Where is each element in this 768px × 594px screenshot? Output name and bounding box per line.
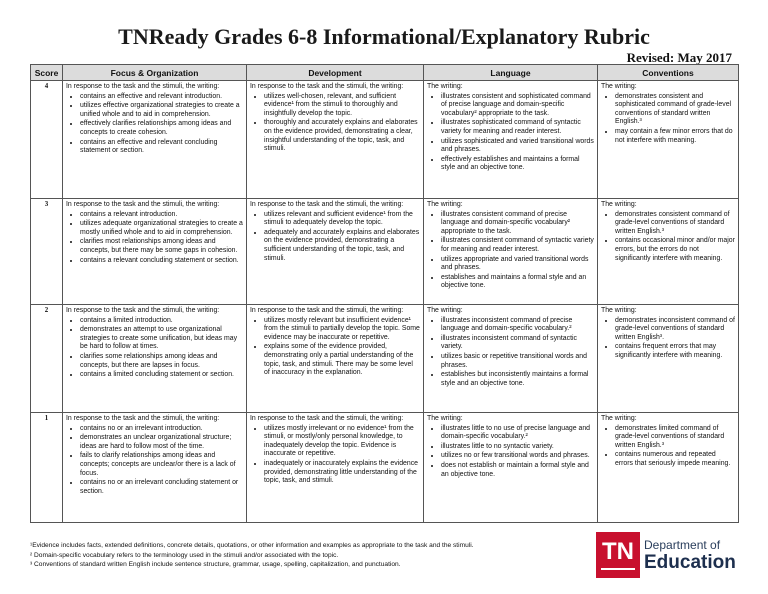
cell-intro-text: The writing: <box>601 307 637 314</box>
criteria-item: • illustrates consistent and sophisticated command of precise language and domain-specific vocabulary² appropriate to the task. <box>441 93 594 119</box>
conventions-cell <box>598 81 739 199</box>
criteria-item: • demonstrates consistent command of grade-level conventions of standard written English.³ <box>615 211 735 237</box>
criteria-item: • contains frequent errors that may significantly interfere with meaning. <box>615 343 735 360</box>
criteria-list <box>427 317 594 389</box>
criteria-item: • establishes but inconsistently maintains a formal style and an objective tone. <box>441 371 594 388</box>
criteria-item: • contains a limited introduction. <box>80 317 243 326</box>
rubric-row-score-2 <box>31 305 739 413</box>
criteria-list <box>601 425 735 469</box>
criteria-item: • demonstrates an attempt to use organizational strategies to create some unification, but ideas may be hard to follow at times. <box>80 326 243 352</box>
revised-date: Revised: May 2017 <box>626 50 732 65</box>
criteria-item: • contains numerous and repeated errors that seriously impede meaning. <box>615 451 735 468</box>
criteria-item: • demonstrates consistent and sophisticated command of grade-level conventions of standard written English.³ <box>615 93 735 127</box>
criteria-item: • illustrates little to no use of precise language and domain-specific vocabulary.² <box>441 425 594 442</box>
header-score: Score <box>31 65 63 81</box>
page-title: TNReady Grades 6-8 Informational/Explanatory Rubric <box>118 24 650 49</box>
criteria-item: • contains a relevant introduction. <box>80 211 243 220</box>
development-cell <box>247 199 424 305</box>
criteria-item: • effectively clarifies relationships among ideas and concepts to create cohesion. <box>80 120 243 137</box>
development-cell <box>247 81 424 199</box>
header-development: Development <box>247 65 424 81</box>
criteria-list <box>427 425 594 480</box>
criteria-item: • contains occasional minor and/or major errors, but the errors do not significantly interfere with meaning. <box>615 237 735 263</box>
tn-logo-letters: TN <box>602 538 634 565</box>
criteria-item: • utilizes adequate organizational strategies to create a mostly unified whole and to aid in comprehension. <box>80 220 243 237</box>
conventions-cell <box>598 305 739 413</box>
criteria-item: • demonstrates limited command of grade-level conventions of standard written English.³ <box>615 425 735 451</box>
focus-cell <box>63 305 247 413</box>
footnote-conventions: ³ Conventions of standard written English include sentence structure, grammar, usage, spelling, capitalization, and punctuation. <box>30 561 401 569</box>
header-row <box>31 65 739 81</box>
language-cell <box>424 413 598 523</box>
criteria-item: • contains a relevant concluding statement or section. <box>80 257 243 266</box>
logo-department-text: Department of <box>644 538 721 552</box>
criteria-list <box>250 425 420 486</box>
score-value: 1 <box>31 413 63 523</box>
conventions-cell <box>598 199 739 305</box>
cell-intro-text: The writing: <box>427 201 463 208</box>
criteria-item: • illustrates little to no syntactic variety. <box>441 443 594 452</box>
criteria-item: • utilizes mostly relevant but insufficient evidence¹ from the stimuli to partially develop the topic. Some evidence may be inaccurate or repetitive. <box>264 317 420 343</box>
focus-cell <box>63 413 247 523</box>
criteria-item: • fails to clarify relationships among ideas and concepts; concepts are unclear/or there is a lack of focus. <box>80 452 243 478</box>
rubric-row-score-1 <box>31 413 739 523</box>
criteria-list <box>427 93 594 173</box>
criteria-item: • thoroughly and accurately explains and elaborates on the evidence provided, demonstrating a clear, insightful understanding of the topic, task, and stimuli. <box>264 119 420 153</box>
criteria-item: • demonstrates an unclear organizational structure; ideas are hard to follow most of the time. <box>80 434 243 451</box>
criteria-item: • illustrates consistent command of syntactic variety for meaning and reader interest. <box>441 237 594 254</box>
criteria-item: • explains some of the evidence provided, demonstrating only a partial understanding of the topic, task, and stimuli. There may be some level of inaccuracy in the explanation. <box>264 343 420 377</box>
criteria-list <box>66 317 243 380</box>
footnote-vocabulary: ² Domain-specific vocabulary refers to the terminology used in the stimuli and/or associated with the topic. <box>30 551 339 559</box>
criteria-item: • utilizes basic or repetitive transitional words and phrases. <box>441 353 594 370</box>
rubric-table <box>30 64 739 523</box>
cell-intro-text: In response to the task and the stimuli, the writing: <box>250 83 404 90</box>
criteria-list <box>66 93 243 156</box>
criteria-item: • utilizes mostly irrelevant or no evidence¹ from the stimuli, or mostly/only personal knowledge, to inadequately develop the topic. Evidence is inaccurate or repetitive. <box>264 425 420 459</box>
cell-intro-text: In response to the task and the stimuli, the writing: <box>66 83 220 90</box>
criteria-item: • establishes and maintains a formal style and an objective tone. <box>441 274 594 291</box>
cell-intro-text: In response to the task and the stimuli, the writing: <box>250 415 404 422</box>
development-cell <box>247 413 424 523</box>
score-value: 2 <box>31 305 63 413</box>
tn-logo-underline <box>601 568 635 570</box>
criteria-item: • illustrates inconsistent command of precise language and domain-specific vocabulary.² <box>441 317 594 334</box>
language-cell <box>424 305 598 413</box>
footnotes <box>30 541 590 570</box>
focus-cell <box>63 199 247 305</box>
criteria-list <box>250 211 420 264</box>
criteria-list <box>66 211 243 266</box>
cell-intro-text: The writing: <box>601 83 637 90</box>
footnote-evidence: ¹Evidence includes facts, extended definitions, concrete details, quotations, or other information and examples as appropriate to the task and the stimuli. <box>30 542 474 549</box>
cell-intro-text: The writing: <box>601 201 637 208</box>
criteria-item: • demonstrates inconsistent command of grade-level conventions of standard written English³. <box>615 317 735 343</box>
criteria-item: • does not establish or maintain a formal style and an objective tone. <box>441 462 594 479</box>
rubric-row-score-4 <box>31 81 739 199</box>
score-value: 3 <box>31 199 63 305</box>
criteria-item: • contains a limited concluding statement or section. <box>80 371 243 380</box>
criteria-list <box>427 211 594 291</box>
score-value: 4 <box>31 81 63 199</box>
cell-intro-text: The writing: <box>427 83 463 90</box>
cell-intro-text: The writing: <box>427 307 463 314</box>
criteria-item: • illustrates consistent command of precise language and domain-specific vocabulary² appropriate to the task. <box>441 211 594 237</box>
criteria-item: • adequately and accurately explains and elaborates on the evidence provided, demonstrating a sufficient understanding of the topic, task, and stimuli. <box>264 229 420 263</box>
criteria-item: • clarifies some relationships among ideas and concepts, but there are lapses in focus. <box>80 353 243 370</box>
criteria-list <box>601 211 735 264</box>
criteria-list <box>250 317 420 378</box>
criteria-item: • contains an effective and relevant concluding statement or section. <box>80 139 243 156</box>
header-conventions: Conventions <box>598 65 739 81</box>
criteria-list <box>601 317 735 361</box>
cell-intro-text: In response to the task and the stimuli, the writing: <box>250 307 404 314</box>
cell-intro-text: In response to the task and the stimuli, the writing: <box>66 307 220 314</box>
criteria-item: • clarifies most relationships among ideas and concepts, but there may be some gaps in cohesion. <box>80 238 243 255</box>
header-language: Language <box>424 65 598 81</box>
criteria-item: • contains no or an irrelevant concluding statement or section. <box>80 479 243 496</box>
criteria-item: • utilizes well-chosen, relevant, and sufficient evidence¹ from the stimuli to thoroughly and insightfully develop the topic. <box>264 93 420 119</box>
cell-intro-text: In response to the task and the stimuli, the writing: <box>250 201 404 208</box>
criteria-item: • utilizes appropriate and varied transitional words and phrases. <box>441 256 594 273</box>
tn-education-logo <box>596 532 740 578</box>
criteria-list <box>250 93 420 154</box>
development-cell <box>247 305 424 413</box>
criteria-item: • inadequately or inaccurately explains the evidence provided, demonstrating little understanding of the topic, task, and stimuli. <box>264 460 420 486</box>
criteria-item: • effectively establishes and maintains a formal style and an objective tone. <box>441 156 594 173</box>
cell-intro-text: In response to the task and the stimuli, the writing: <box>66 415 220 422</box>
cell-intro-text: The writing: <box>427 415 463 422</box>
criteria-item: • illustrates inconsistent command of syntactic variety. <box>441 335 594 352</box>
criteria-list <box>601 93 735 146</box>
logo-education-text: Education <box>644 552 736 573</box>
tn-logo-mark <box>596 532 640 578</box>
criteria-item: • utilizes effective organizational strategies to create a unified whole and to aid in comprehension. <box>80 102 243 119</box>
rubric-row-score-3 <box>31 199 739 305</box>
header-focus-organization: Focus & Organization <box>63 65 247 81</box>
criteria-item: • utilizes relevant and sufficient evidence¹ from the stimuli to adequately develop the topic. <box>264 211 420 228</box>
criteria-item: • may contain a few minor errors that do not interfere with meaning. <box>615 128 735 145</box>
criteria-item: • contains no or an irrelevant introduction. <box>80 425 243 434</box>
criteria-item: • utilizes no or few transitional words and phrases. <box>441 452 594 461</box>
language-cell <box>424 81 598 199</box>
cell-intro-text: In response to the task and the stimuli, the writing: <box>66 201 220 208</box>
criteria-item: • illustrates sophisticated command of syntactic variety for meaning and reader interest. <box>441 119 594 136</box>
conventions-cell <box>598 413 739 523</box>
criteria-item: • contains an effective and relevant introduction. <box>80 93 243 102</box>
criteria-list <box>66 425 243 497</box>
language-cell <box>424 199 598 305</box>
focus-cell <box>63 81 247 199</box>
criteria-item: • utilizes sophisticated and varied transitional words and phrases. <box>441 138 594 155</box>
cell-intro-text: The writing: <box>601 415 637 422</box>
